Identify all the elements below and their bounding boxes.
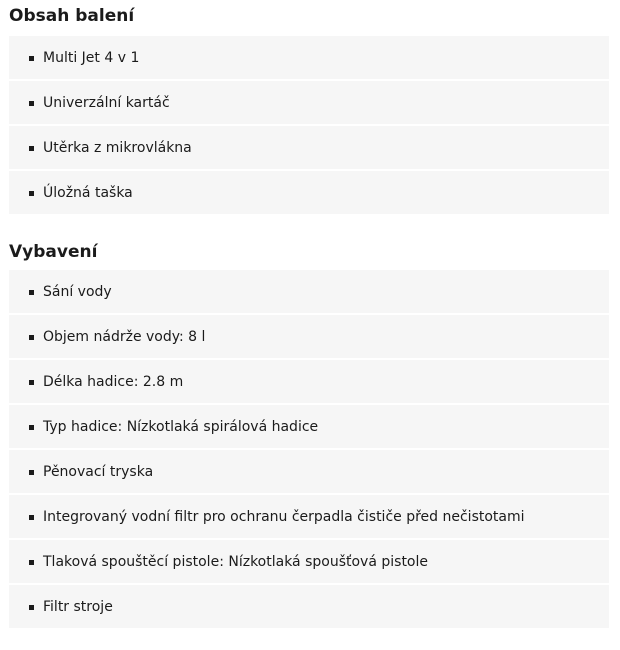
square-bullet-icon bbox=[29, 380, 34, 385]
list-item bbox=[9, 405, 609, 448]
list-item-text: Typ hadice: Nízkotlaká spirálová hadice bbox=[43, 419, 319, 435]
square-bullet-icon bbox=[29, 335, 34, 340]
list-item bbox=[9, 81, 609, 124]
list-item bbox=[9, 450, 609, 493]
list-item-text: Úložná taška bbox=[43, 185, 133, 201]
list-item-text: Utěrka z mikrovlákna bbox=[43, 140, 192, 156]
list-item bbox=[9, 270, 609, 313]
list-item-text: Multi Jet 4 v 1 bbox=[43, 50, 140, 66]
list-item bbox=[9, 36, 609, 79]
list-item bbox=[9, 495, 609, 538]
list-item-text: Objem nádrže vody: 8 l bbox=[43, 329, 206, 345]
equipment-list bbox=[9, 270, 609, 628]
list-item-text: Filtr stroje bbox=[43, 599, 113, 615]
square-bullet-icon bbox=[29, 605, 34, 610]
list-item-text: Integrovaný vodní filtr pro ochranu čerpadla čističe před nečistotami bbox=[43, 509, 525, 525]
list-item-text: Tlaková spouštěcí pistole: Nízkotlaká spoušťová pistole bbox=[43, 554, 428, 570]
list-item bbox=[9, 360, 609, 403]
package-contents-list bbox=[9, 36, 609, 214]
list-item-text: Univerzální kartáč bbox=[43, 95, 170, 111]
square-bullet-icon bbox=[29, 560, 34, 565]
square-bullet-icon bbox=[29, 515, 34, 520]
list-item-text: Pěnovací tryska bbox=[43, 464, 154, 480]
equipment-title: Vybavení bbox=[9, 242, 98, 262]
package-contents-title: Obsah balení bbox=[9, 6, 135, 26]
square-bullet-icon bbox=[29, 101, 34, 106]
equipment-section bbox=[9, 242, 609, 628]
square-bullet-icon bbox=[29, 146, 34, 151]
list-item bbox=[9, 126, 609, 169]
list-item bbox=[9, 540, 609, 583]
package-contents-section bbox=[9, 6, 609, 214]
square-bullet-icon bbox=[29, 470, 34, 475]
list-item-text: Sání vody bbox=[43, 284, 112, 300]
list-item bbox=[9, 585, 609, 628]
square-bullet-icon bbox=[29, 191, 34, 196]
square-bullet-icon bbox=[29, 56, 34, 61]
list-item bbox=[9, 171, 609, 214]
square-bullet-icon bbox=[29, 290, 34, 295]
list-item-text: Délka hadice: 2.8 m bbox=[43, 374, 184, 390]
square-bullet-icon bbox=[29, 425, 34, 430]
list-item bbox=[9, 315, 609, 358]
